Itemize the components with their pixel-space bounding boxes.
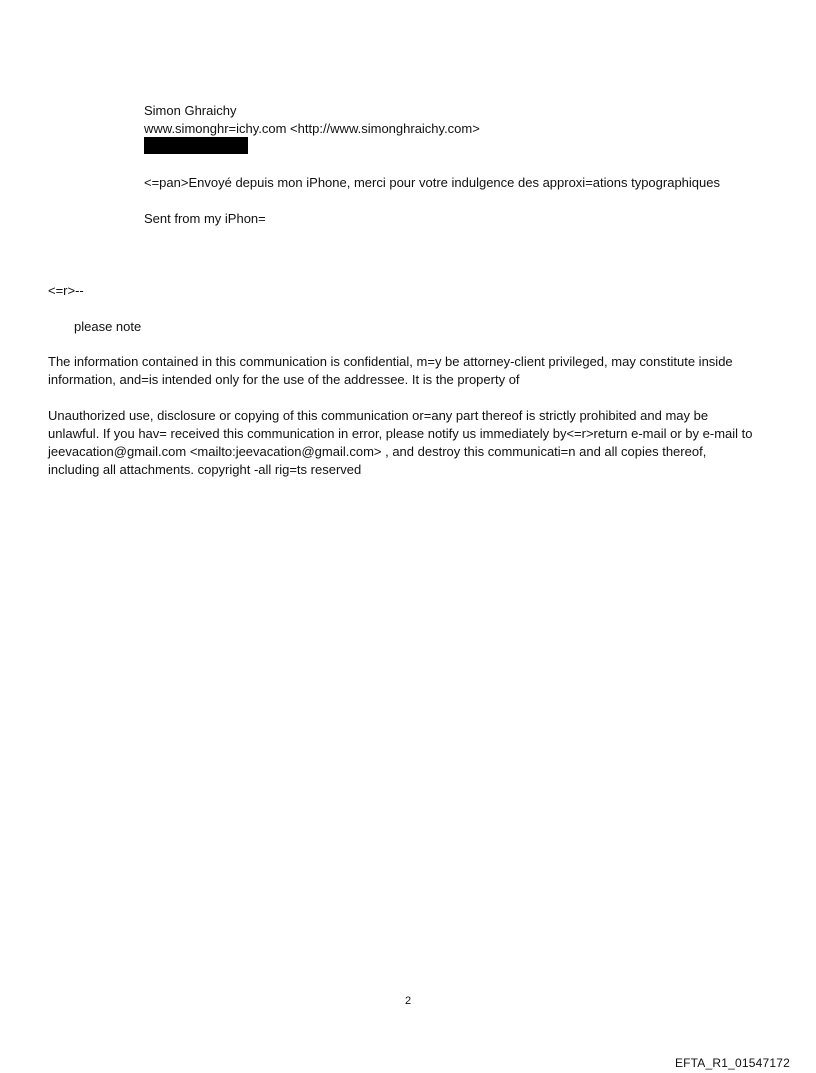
redaction-block <box>144 137 248 154</box>
please-note-heading: please note <box>74 319 142 334</box>
french-mobile-footer: <=pan>Envoyé depuis mon iPhone, merci pour votre indulgence des approxi=ations typographiques <box>144 175 720 190</box>
confidentiality-paragraph: The information contained in this communication is confidential, m=y be attorney-client privileged, may constitute inside information, and=is intended only for the use of the addressee. It is the property of <box>48 354 733 387</box>
bates-number: EFTA_R1_01547172 <box>674 1056 790 1070</box>
unauthorized-use-paragraph: Unauthorized use, disclosure or copying of this communication or=any part thereof is strictly prohibited and may be unlawful. If you hav= received this communication in error, please notify us immediately by<=r>return e-mail or by e-mail to jeevacation@gmail.com <mailto:jeevacation@gmail.com> , and destroy this communicati=n and all copies thereof, including all attachments. copyright -all rig=ts reserved <box>48 408 753 477</box>
signature-website: www.simonghr=ichy.com <http://www.simonghraichy.com> <box>144 121 480 136</box>
separator-line: <=r>-- <box>48 283 84 298</box>
sent-from-line: Sent from my iPhon= <box>144 211 266 226</box>
signature-name: Simon Ghraichy <box>144 103 237 118</box>
page-number: 2 <box>404 995 412 1007</box>
